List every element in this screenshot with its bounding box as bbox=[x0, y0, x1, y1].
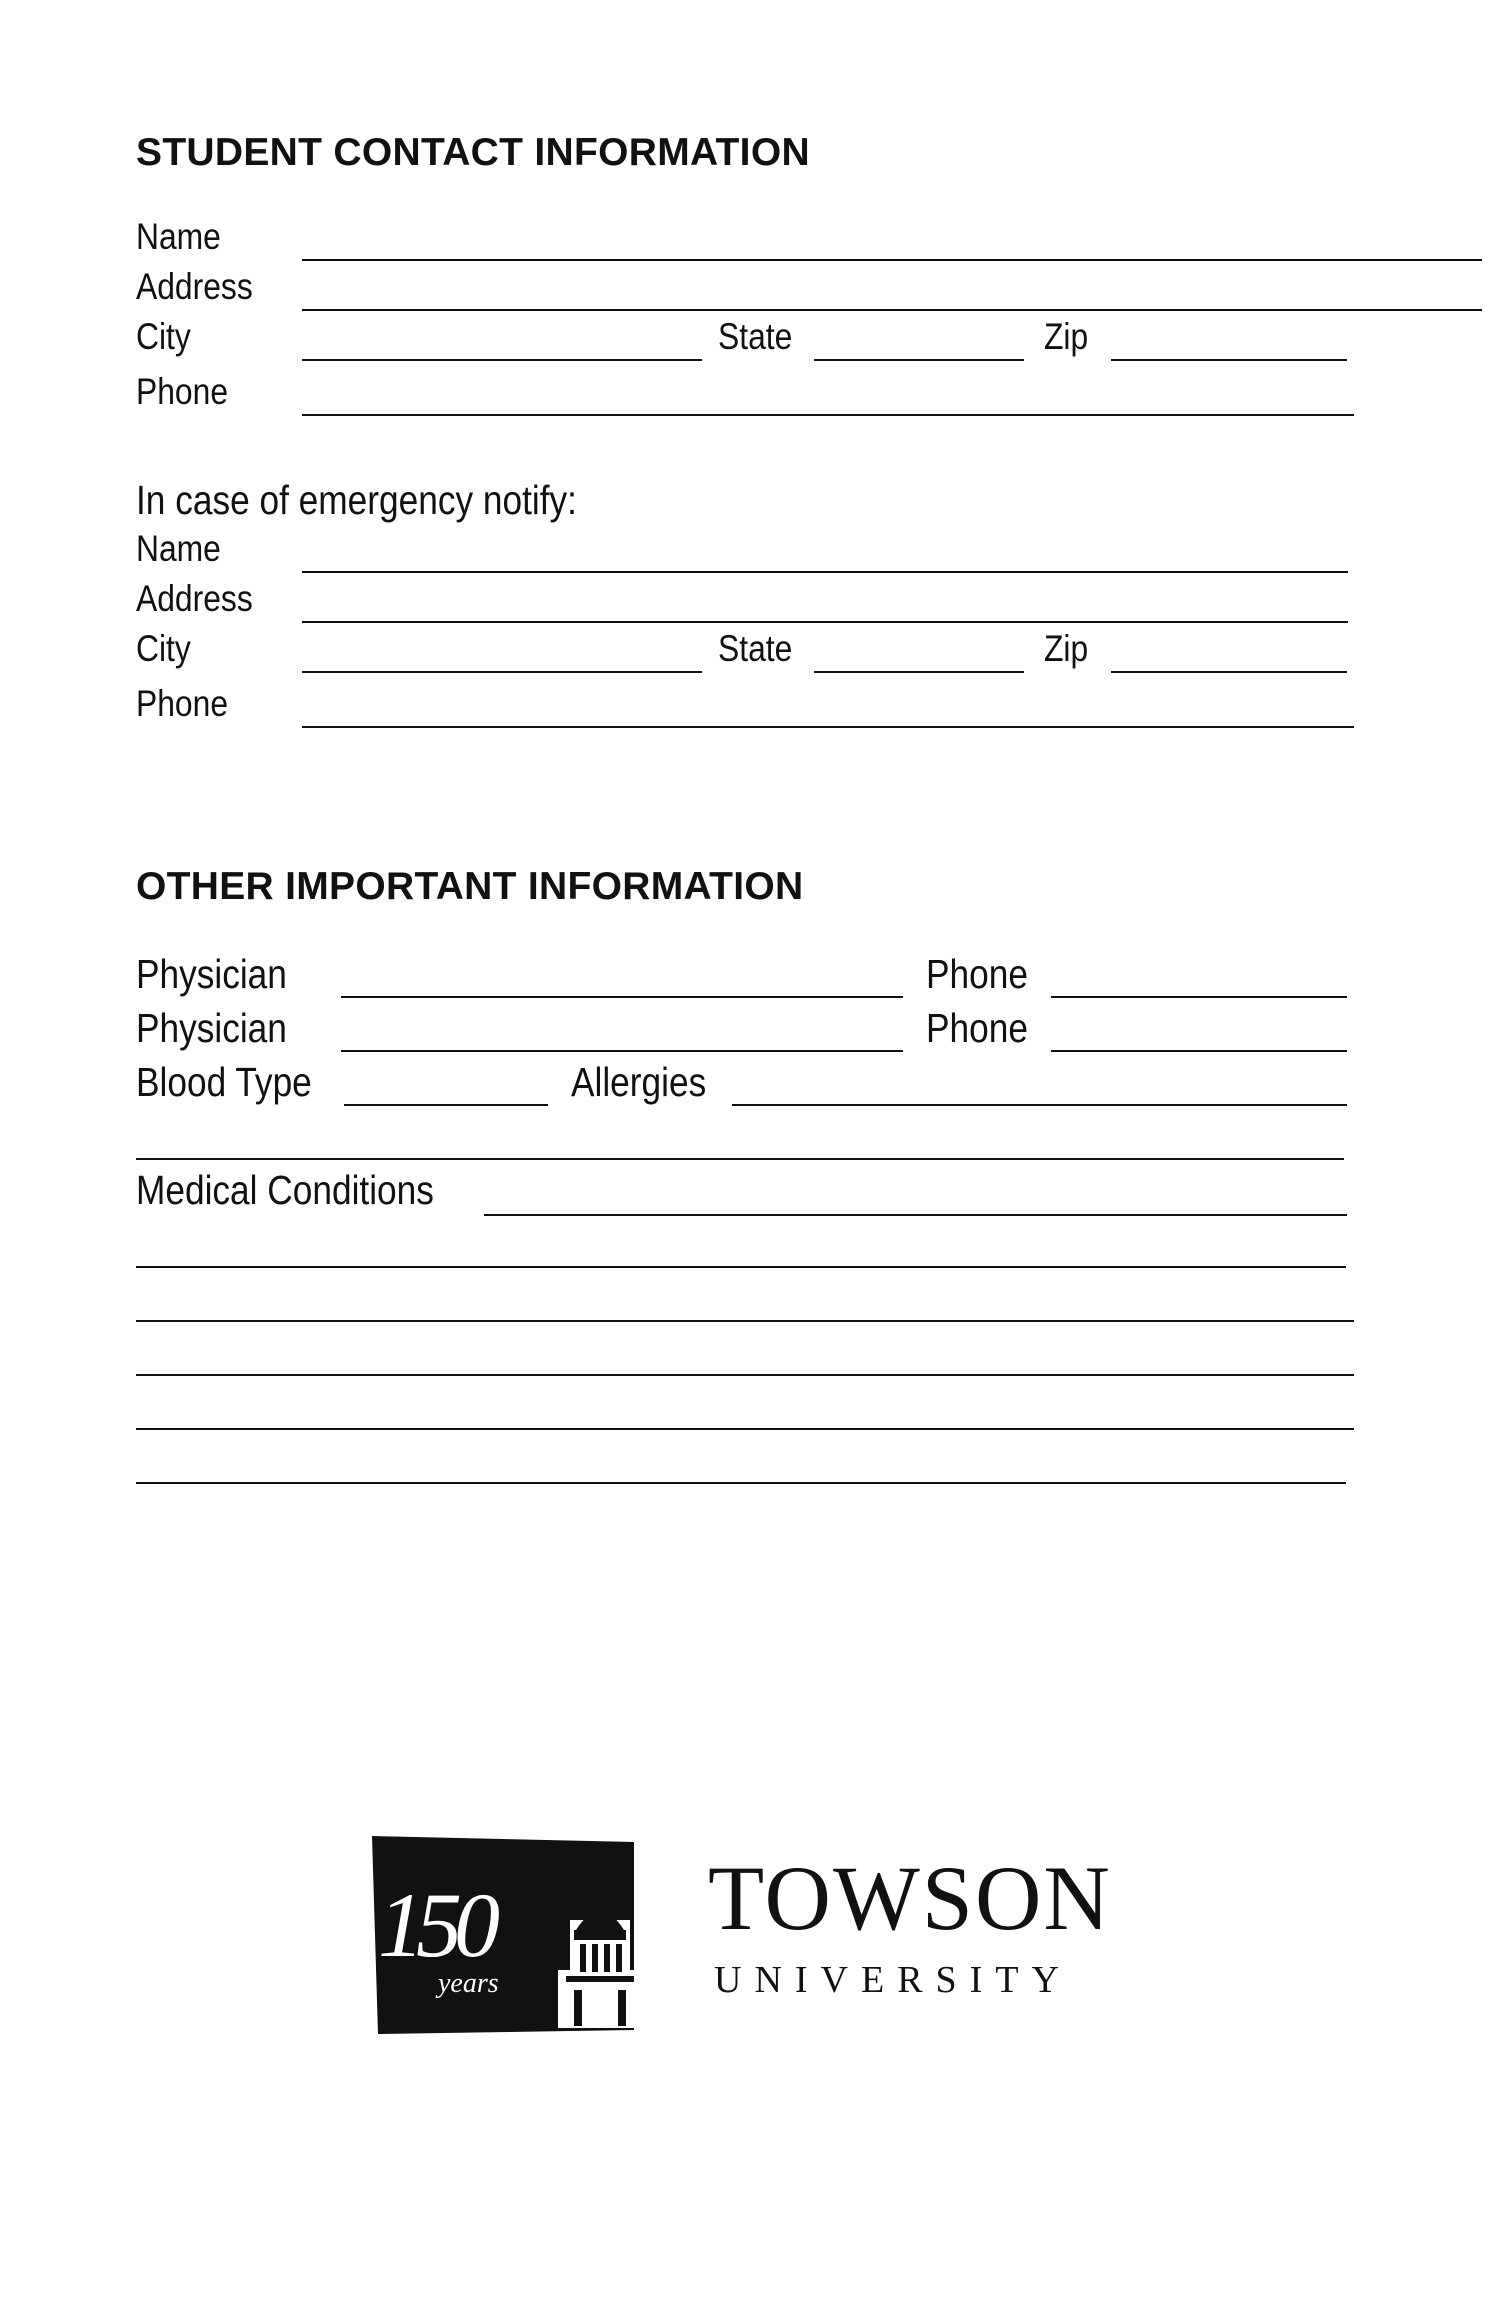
student-address-field[interactable] bbox=[302, 309, 1482, 311]
emergency-city-row bbox=[136, 627, 1356, 683]
allergies-label: Allergies bbox=[571, 1059, 707, 1105]
150-years-emblem-icon bbox=[370, 1820, 640, 2050]
blood-type-label: Blood Type bbox=[136, 1059, 312, 1105]
student-zip-field[interactable] bbox=[1111, 359, 1347, 361]
emergency-intro-text: In case of emergency notify: bbox=[136, 477, 577, 523]
allergies-continuation-line[interactable] bbox=[136, 1158, 1344, 1160]
physician-label: Physician bbox=[136, 951, 287, 997]
emergency-address-field[interactable] bbox=[302, 621, 1348, 623]
medical-conditions-line-4[interactable] bbox=[136, 1374, 1354, 1376]
medical-conditions-line-6[interactable] bbox=[136, 1482, 1346, 1484]
medical-conditions-field[interactable] bbox=[484, 1214, 1347, 1216]
other-info-heading: OTHER IMPORTANT INFORMATION bbox=[136, 865, 804, 908]
phone-label: Phone bbox=[136, 683, 229, 724]
physician-row-2 bbox=[136, 1006, 1356, 1062]
name-label: Name bbox=[136, 528, 221, 569]
zip-label: Zip bbox=[1044, 628, 1089, 669]
emergency-name-row bbox=[136, 527, 1356, 583]
state-label: State bbox=[718, 316, 793, 357]
student-city-field[interactable] bbox=[302, 359, 702, 361]
physician-2-phone-field[interactable] bbox=[1051, 1050, 1347, 1052]
emergency-city-field[interactable] bbox=[302, 671, 702, 673]
phone-label: Phone bbox=[136, 371, 229, 412]
student-name-field[interactable] bbox=[302, 259, 1482, 261]
address-label: Address bbox=[136, 266, 253, 307]
svg-text:years: years bbox=[438, 1968, 499, 1999]
towson-wordmark: TOWSON bbox=[708, 1847, 1112, 1949]
emergency-phone-row bbox=[136, 682, 1356, 738]
student-name-row bbox=[136, 215, 1356, 271]
medical-conditions-line-2[interactable] bbox=[136, 1266, 1346, 1268]
allergies-field[interactable] bbox=[732, 1104, 1347, 1106]
emergency-phone-field[interactable] bbox=[302, 726, 1354, 728]
medical-conditions-line-5[interactable] bbox=[136, 1428, 1354, 1430]
emergency-name-field[interactable] bbox=[302, 571, 1348, 573]
emergency-address-row bbox=[136, 577, 1356, 633]
physician-1-phone-field[interactable] bbox=[1051, 996, 1347, 998]
student-phone-field[interactable] bbox=[302, 414, 1354, 416]
physician-row-1 bbox=[136, 952, 1356, 1008]
phone-label: Phone bbox=[926, 951, 1028, 997]
zip-label: Zip bbox=[1044, 316, 1089, 357]
svg-text:150: 150 bbox=[378, 1874, 492, 1976]
student-contact-heading: STUDENT CONTACT INFORMATION bbox=[136, 131, 810, 174]
physician-1-field[interactable] bbox=[341, 996, 903, 998]
physician-2-field[interactable] bbox=[341, 1050, 903, 1052]
name-label: Name bbox=[136, 216, 221, 257]
emergency-zip-field[interactable] bbox=[1111, 671, 1347, 673]
student-address-row bbox=[136, 265, 1356, 321]
phone-label: Phone bbox=[926, 1005, 1028, 1051]
emergency-state-field[interactable] bbox=[814, 671, 1024, 673]
towson-university-logo bbox=[370, 1820, 1130, 2050]
university-wordmark: UNIVERSITY bbox=[714, 1959, 1072, 2001]
address-label: Address bbox=[136, 578, 253, 619]
student-city-row bbox=[136, 315, 1356, 371]
student-phone-row bbox=[136, 370, 1356, 426]
emergency-intro-row bbox=[136, 478, 1356, 534]
blood-allergies-row bbox=[136, 1060, 1356, 1116]
medical-conditions-line-3[interactable] bbox=[136, 1320, 1354, 1322]
city-label: City bbox=[136, 628, 191, 669]
student-state-field[interactable] bbox=[814, 359, 1024, 361]
medical-conditions-label: Medical Conditions bbox=[136, 1167, 434, 1213]
state-label: State bbox=[718, 628, 793, 669]
physician-label: Physician bbox=[136, 1005, 287, 1051]
blood-type-field[interactable] bbox=[344, 1104, 548, 1106]
medical-conditions-row bbox=[136, 1168, 1356, 1224]
city-label: City bbox=[136, 316, 191, 357]
